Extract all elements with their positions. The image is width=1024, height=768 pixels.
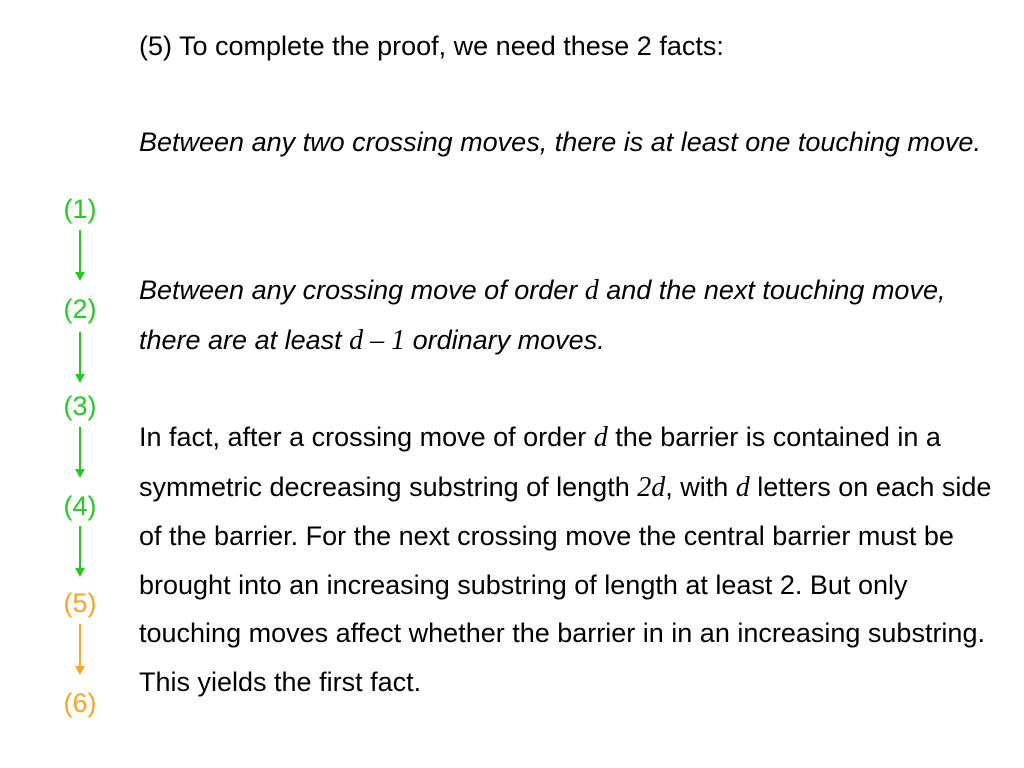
step-6-label[interactable]: (6)	[63, 688, 97, 718]
step-navigation	[52, 0, 122, 768]
arrow-down-icon	[79, 427, 81, 477]
math-variable: d	[593, 422, 608, 453]
fact-2-part: and the next touching move, there are at least	[139, 275, 946, 355]
step-5-label[interactable]: (5)	[63, 588, 97, 618]
step-2-label[interactable]: (2)	[63, 294, 97, 324]
math-variable: d	[735, 471, 750, 503]
math-variable: d	[584, 275, 599, 306]
math-expression: d – 1	[349, 324, 406, 356]
body-part: In fact, after a crossing move of order	[139, 422, 594, 452]
fact-1-text: Between any two crossing moves, there is at least one touching move.	[139, 127, 981, 157]
arrow-down-icon	[79, 526, 81, 576]
explanation-paragraph	[139, 413, 1009, 706]
arrow-down-icon	[79, 332, 81, 382]
math-expression: 2d	[637, 471, 666, 503]
fact-2-text	[139, 266, 989, 365]
arrow-down-icon	[79, 624, 81, 674]
fact-2-part: ordinary moves.	[405, 324, 605, 355]
body-part: the barrier is contained in a symmetric decreasing substring of length	[139, 422, 941, 502]
fact-2-part: Between any crossing move of order	[139, 275, 585, 305]
intro-heading: (5) To complete the proof, we need these 2 facts:	[139, 31, 724, 61]
arrow-down-icon	[79, 230, 81, 280]
step-3-label[interactable]: (3)	[63, 391, 97, 421]
step-4-label[interactable]: (4)	[63, 491, 97, 521]
body-part: , with	[665, 471, 736, 502]
step-1-label[interactable]: (1)	[63, 194, 97, 224]
body-part: letters on each side of the barrier. For the next crossing move the central barrier must be brought into an increasing substring of length at least 2. But only touching moves affect whether the barrier in in an increasing substring. This yields the first fact.	[139, 471, 992, 697]
